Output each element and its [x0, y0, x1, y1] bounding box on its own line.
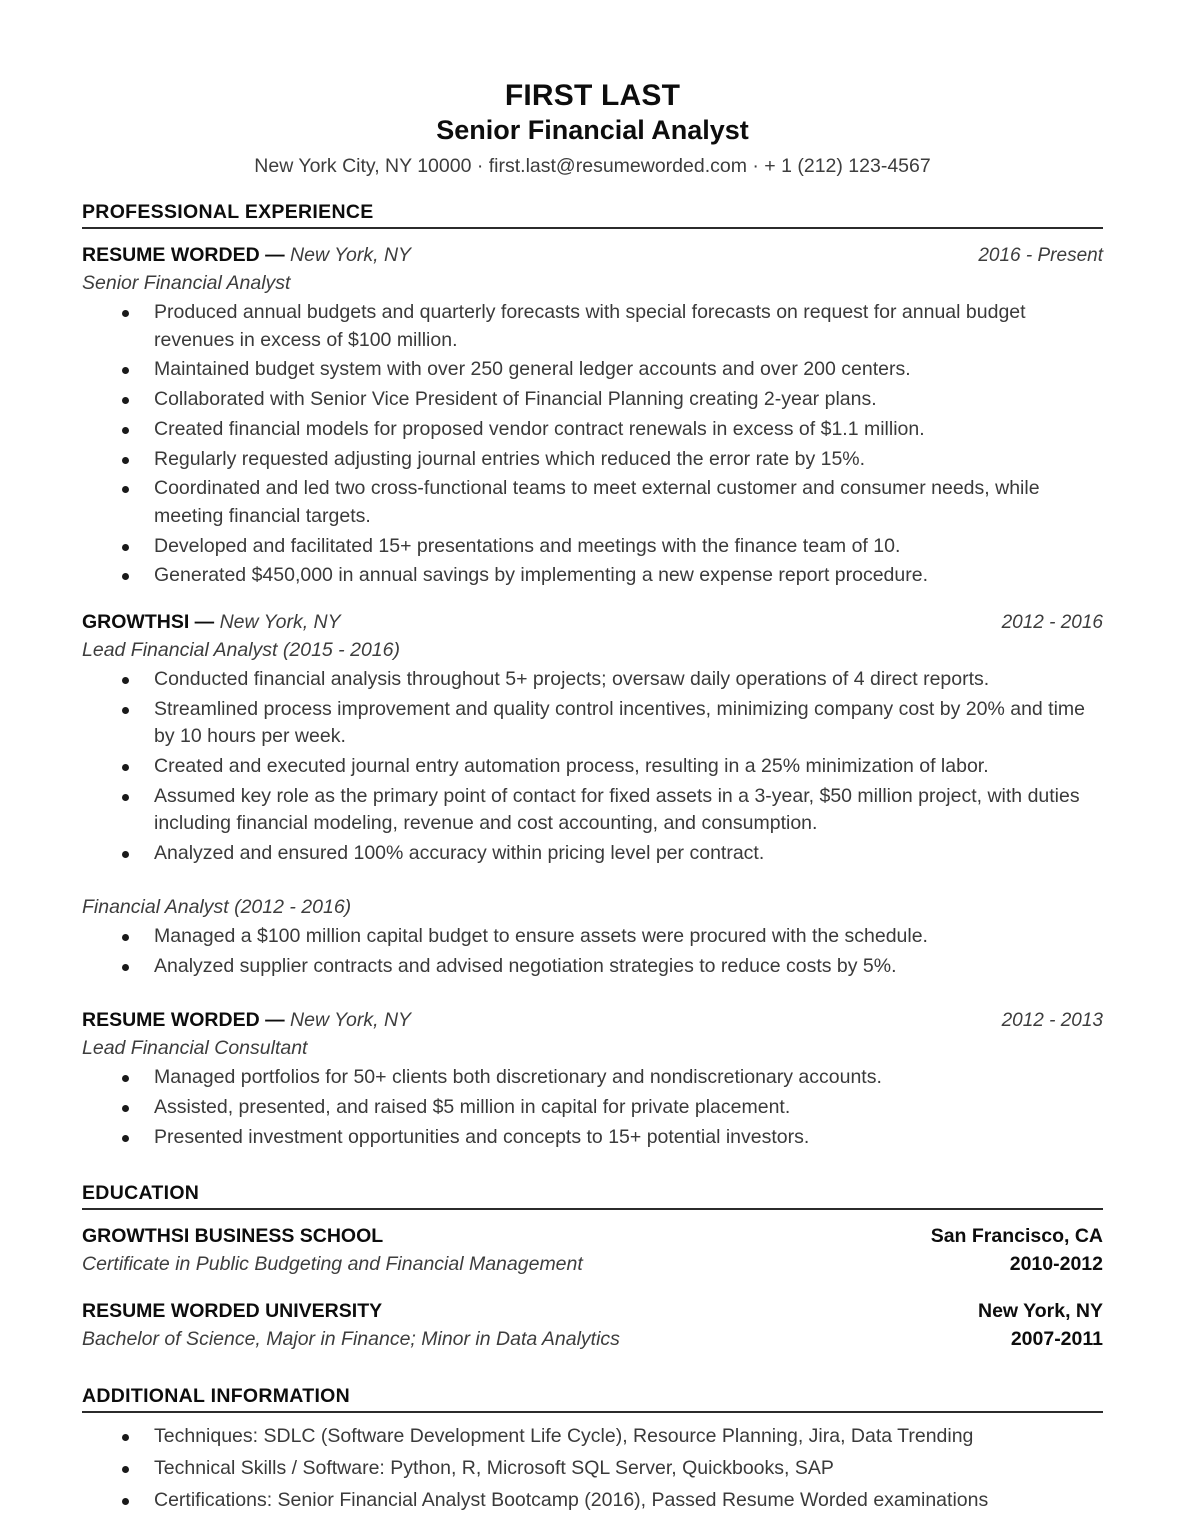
experience-bullet: Assumed key role as the primary point of contact for fixed assets in a 3-year, $50 million project, with duties including financial modeling, revenue and cost accounting, and consumption.: [82, 783, 1103, 838]
education-degree: Bachelor of Science, Major in Finance; Minor in Data Analytics: [82, 1328, 620, 1351]
experience-dates: 2012 - 2013: [1001, 1010, 1103, 1032]
experience-location: New York, NY: [290, 244, 412, 267]
experience-bullet-list: [82, 1064, 1103, 1151]
education-entry: [82, 1299, 1103, 1352]
experience-company-location: [82, 1008, 411, 1033]
experience-company: RESUME WORDED: [82, 244, 260, 267]
experience-separator: —: [189, 610, 220, 633]
experience-company: GROWTHSI: [82, 610, 190, 633]
section-title-education: EDUCATION: [82, 1182, 1103, 1210]
additional-bullet: Certifications: Senior Financial Analyst Bootcamp (2016), Passed Resume Worded examinations: [82, 1487, 1103, 1515]
experience-location: New York, NY: [290, 1009, 412, 1032]
experience-entry-header: [82, 610, 1103, 636]
experience-role: Lead Financial Consultant: [82, 1037, 308, 1060]
section-title-experience: PROFESSIONAL EXPERIENCE: [82, 201, 1103, 229]
experience-bullet-list: [82, 666, 1103, 868]
resume-content: [82, 0, 1103, 1514]
experience-entry: [82, 610, 1103, 981]
experience-entry-header: [82, 1008, 1103, 1034]
education-entry: [82, 1224, 1103, 1277]
candidate-name: FIRST LAST: [504, 79, 681, 112]
education-entry-header: [82, 1299, 1103, 1325]
section-education: [82, 1182, 1103, 1353]
experience-entry: [82, 243, 1103, 590]
experience-bullet-list: [82, 299, 1103, 590]
resume-header: [82, 0, 1103, 179]
experience-bullet: Managed portfolios for 50+ clients both discretionary and nondiscretionary accounts.: [82, 1064, 1103, 1092]
section-professional-experience: [82, 201, 1103, 1152]
experience-bullet: Coordinated and led two cross-functional teams to meet external customer and consumer needs, while meeting financial targets.: [82, 475, 1103, 530]
experience-bullet: Regularly requested adjusting journal entries which reduced the error rate by 15%.: [82, 446, 1103, 474]
education-location: New York, NY: [978, 1300, 1103, 1323]
experience-sub-bullet-list: [82, 923, 1103, 980]
education-degree: Certificate in Public Budgeting and Financial Management: [82, 1252, 583, 1275]
experience-role: Senior Financial Analyst: [82, 271, 291, 294]
section-additional-information: [82, 1385, 1103, 1514]
section-title-additional: ADDITIONAL INFORMATION: [82, 1385, 1103, 1413]
experience-company-location: [82, 243, 411, 268]
experience-location: New York, NY: [219, 610, 341, 633]
education-location: San Francisco, CA: [930, 1224, 1103, 1247]
education-school: RESUME WORDED UNIVERSITY: [82, 1300, 383, 1323]
experience-entry: [82, 1008, 1103, 1151]
contact-line: New York City, NY 10000 · first.last@resumeworded.com · + 1 (212) 123-4567: [254, 155, 931, 178]
experience-bullet: Maintained budget system with over 250 general ledger accounts and over 200 centers.: [82, 356, 1103, 384]
experience-bullet: Collaborated with Senior Vice President of Financial Planning creating 2-year plans.: [82, 386, 1103, 414]
education-entry-detail: [82, 1252, 1103, 1278]
experience-separator: —: [259, 244, 291, 267]
additional-bullet: Technical Skills / Software: Python, R, Microsoft SQL Server, Quickbooks, SAP: [82, 1455, 1103, 1483]
experience-bullet: Created and executed journal entry automation process, resulting in a 25% minimization of labor.: [82, 753, 1103, 781]
experience-bullet: Assisted, presented, and raised $5 million in capital for private placement.: [82, 1094, 1103, 1122]
education-entry-header: [82, 1224, 1103, 1250]
education-entry-detail: [82, 1327, 1103, 1353]
experience-separator: —: [259, 1009, 291, 1032]
experience-bullet: Developed and facilitated 15+ presentations and meetings with the finance team of 10.: [82, 533, 1103, 561]
education-years: 2007-2011: [1010, 1328, 1103, 1351]
experience-dates: 2016 - Present: [978, 245, 1103, 267]
experience-bullet: Created financial models for proposed vendor contract renewals in excess of $1.1 million.: [82, 416, 1103, 444]
experience-sub-role: Financial Analyst (2012 - 2016): [82, 895, 352, 918]
additional-bullet: Techniques: SDLC (Software Development Life Cycle), Resource Planning, Jira, Data Trending: [82, 1423, 1103, 1451]
experience-bullet: Streamlined process improvement and quality control incentives, minimizing company cost by 20% and time by 10 hours per week.: [82, 696, 1103, 751]
experience-bullet: Presented investment opportunities and concepts to 15+ potential investors.: [82, 1124, 1103, 1152]
additional-bullet-list: [82, 1423, 1103, 1514]
experience-bullet: Produced annual budgets and quarterly forecasts with special forecasts on request for annual budget revenues in excess of $100 million.: [82, 299, 1103, 354]
experience-bullet: Generated $450,000 in annual savings by implementing a new expense report procedure.: [82, 562, 1103, 590]
education-school: GROWTHSI BUSINESS SCHOOL: [82, 1224, 384, 1247]
experience-bullet: Managed a $100 million capital budget to ensure assets were procured with the schedule.: [82, 923, 1103, 951]
experience-bullet: Analyzed supplier contracts and advised negotiation strategies to reduce costs by 5%.: [82, 953, 1103, 981]
candidate-job-title: Senior Financial Analyst: [436, 115, 749, 146]
experience-entry-header: [82, 243, 1103, 269]
education-years: 2010-2012: [1009, 1252, 1103, 1275]
experience-company-location: [82, 610, 341, 635]
experience-company: RESUME WORDED: [82, 1009, 260, 1032]
experience-bullet: Conducted financial analysis throughout 5+ projects; oversaw daily operations of 4 direct reports.: [82, 666, 1103, 694]
experience-role: Lead Financial Analyst (2015 - 2016): [82, 638, 400, 661]
experience-dates: 2012 - 2016: [1001, 611, 1103, 633]
experience-bullet: Analyzed and ensured 100% accuracy within pricing level per contract.: [82, 840, 1103, 868]
